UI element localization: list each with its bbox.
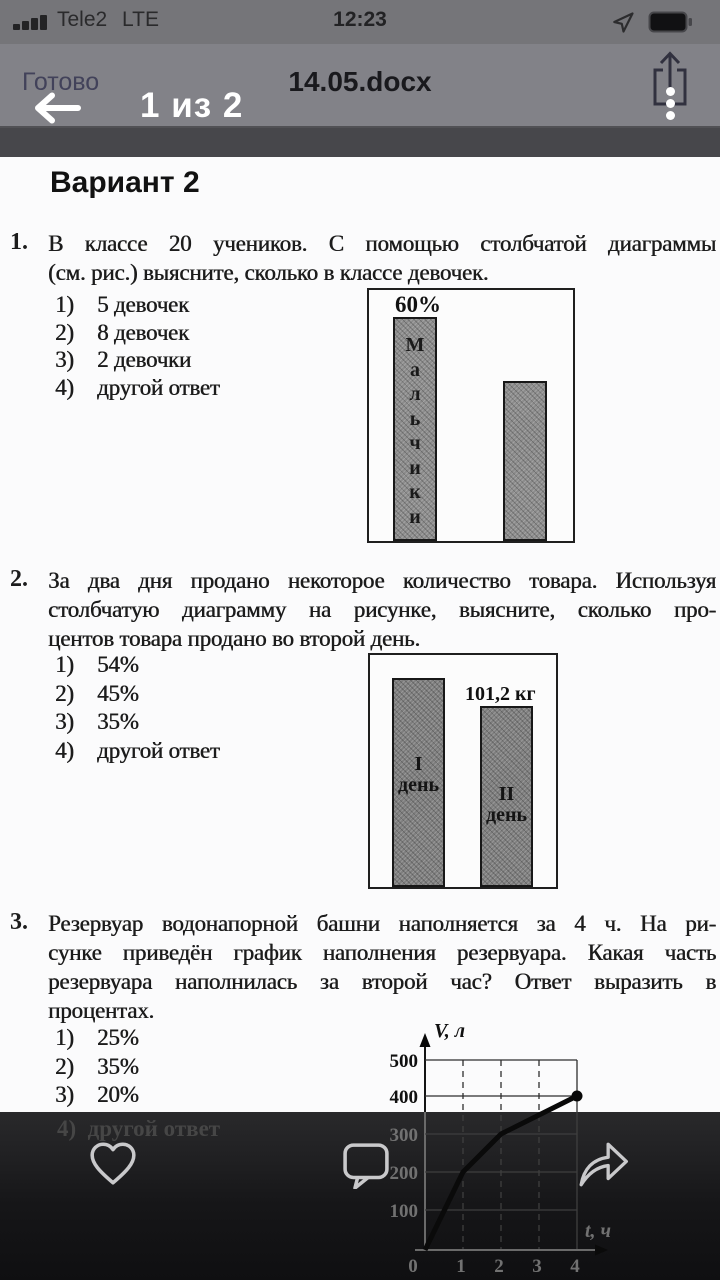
clock: 12:23: [333, 8, 387, 31]
x-tick: 0: [408, 1256, 418, 1277]
status-bar: [0, 0, 720, 44]
problem-text-line: резервуара наполнилась за второй час? Ответ выразить в: [48, 969, 716, 994]
bar-label: I день: [397, 753, 440, 796]
y-tick: 200: [389, 1163, 418, 1184]
option-row: 4) другой ответ: [55, 737, 220, 763]
document-header: [0, 44, 720, 127]
location-arrow-icon: [612, 11, 635, 39]
page-indicator: 1 из 2: [140, 86, 244, 125]
back-arrow-icon[interactable]: [32, 92, 82, 129]
x-tick: 3: [532, 1256, 542, 1277]
kebab-menu-icon[interactable]: [666, 87, 676, 121]
option-row: 4) другой ответ: [55, 374, 220, 400]
option-row: 2) 45%: [55, 680, 139, 706]
dimmed-option-row: 4) другой ответ: [57, 1116, 221, 1141]
problem-text-line: В классе 20 учеников. С помощью столбчатой диаграммы: [48, 231, 716, 256]
y-tick: 500: [389, 1051, 418, 1072]
option-row: 3) 2 девочки: [55, 347, 192, 372]
bar-day-1: [392, 678, 445, 887]
problem-number: 1.: [10, 229, 28, 255]
problem-number: 3.: [10, 909, 28, 935]
carrier-label: Tele2: [57, 8, 108, 31]
y-tick: 300: [389, 1125, 418, 1146]
y-tick: 100: [389, 1201, 418, 1222]
dimmed-chart-continuation: [370, 1112, 630, 1280]
option-row: 3) 20%: [55, 1082, 139, 1107]
bar-chart-problem-2: [368, 653, 558, 889]
options-list: [55, 291, 220, 401]
y-axis-title: V, л: [434, 1020, 466, 1042]
photo-toolbar-overlay: [0, 1112, 720, 1280]
problem-text-line: процентах.: [48, 998, 154, 1023]
header-dark-band: [0, 128, 720, 157]
page-title: Вариант 2: [50, 166, 200, 199]
x-axis-title: t, ч: [585, 1220, 612, 1242]
forward-share-icon[interactable]: [577, 1139, 631, 1189]
problem-number: 2.: [10, 566, 28, 592]
x-tick: 2: [494, 1256, 504, 1277]
options-list: [55, 1024, 139, 1110]
comment-bubble-icon[interactable]: [343, 1143, 389, 1189]
problem-text-line: сунке приведён график наполнения резервуара. Какая часть: [48, 940, 716, 965]
problem-text-line: центов товара продано во второй день.: [48, 626, 420, 651]
option-row: 2) 35%: [55, 1053, 139, 1079]
option-row: 1) 25%: [55, 1025, 139, 1050]
problem-text-line: Резервуар водонапорной башни наполняется за 4 ч. На ри-: [48, 911, 716, 936]
line-chart-problem-3: [370, 1020, 630, 1112]
battery-icon: [648, 11, 693, 38]
y-tick: 400: [389, 1087, 418, 1108]
option-row: 2) 8 девочек: [55, 319, 189, 345]
problem-text-line: столбчатую диаграмму на рисунке, выясните, сколько про-: [48, 597, 716, 622]
option-row: 1) 54%: [55, 652, 139, 677]
option-row: 3) 35%: [55, 709, 139, 734]
bar-label: II день: [485, 783, 528, 826]
problem-text-line: (см. рис.) выясните, сколько в классе девочек.: [48, 260, 489, 285]
bar-boys: [393, 317, 437, 541]
network-label: LTE: [122, 8, 159, 31]
document-title: 14.05.docx: [288, 66, 432, 97]
bar-chart-problem-1: [367, 288, 575, 543]
problem-text-line: За два дня продано некоторое количество товара. Используя: [48, 568, 716, 593]
bar-value-label: 101,2 кг: [465, 683, 536, 705]
bar-value-label: 60%: [395, 292, 441, 317]
x-tick: 1: [456, 1256, 466, 1277]
x-tick: 4: [570, 1256, 580, 1277]
option-row: 1) 5 девочек: [55, 292, 189, 317]
options-list: [55, 651, 220, 765]
bar-day-2: [480, 706, 533, 887]
done-button[interactable]: Готово: [22, 68, 100, 96]
heart-icon[interactable]: [88, 1141, 138, 1187]
bar-vertical-label: М а л ь ч и к и: [405, 334, 425, 528]
bar-girls: [503, 381, 547, 541]
